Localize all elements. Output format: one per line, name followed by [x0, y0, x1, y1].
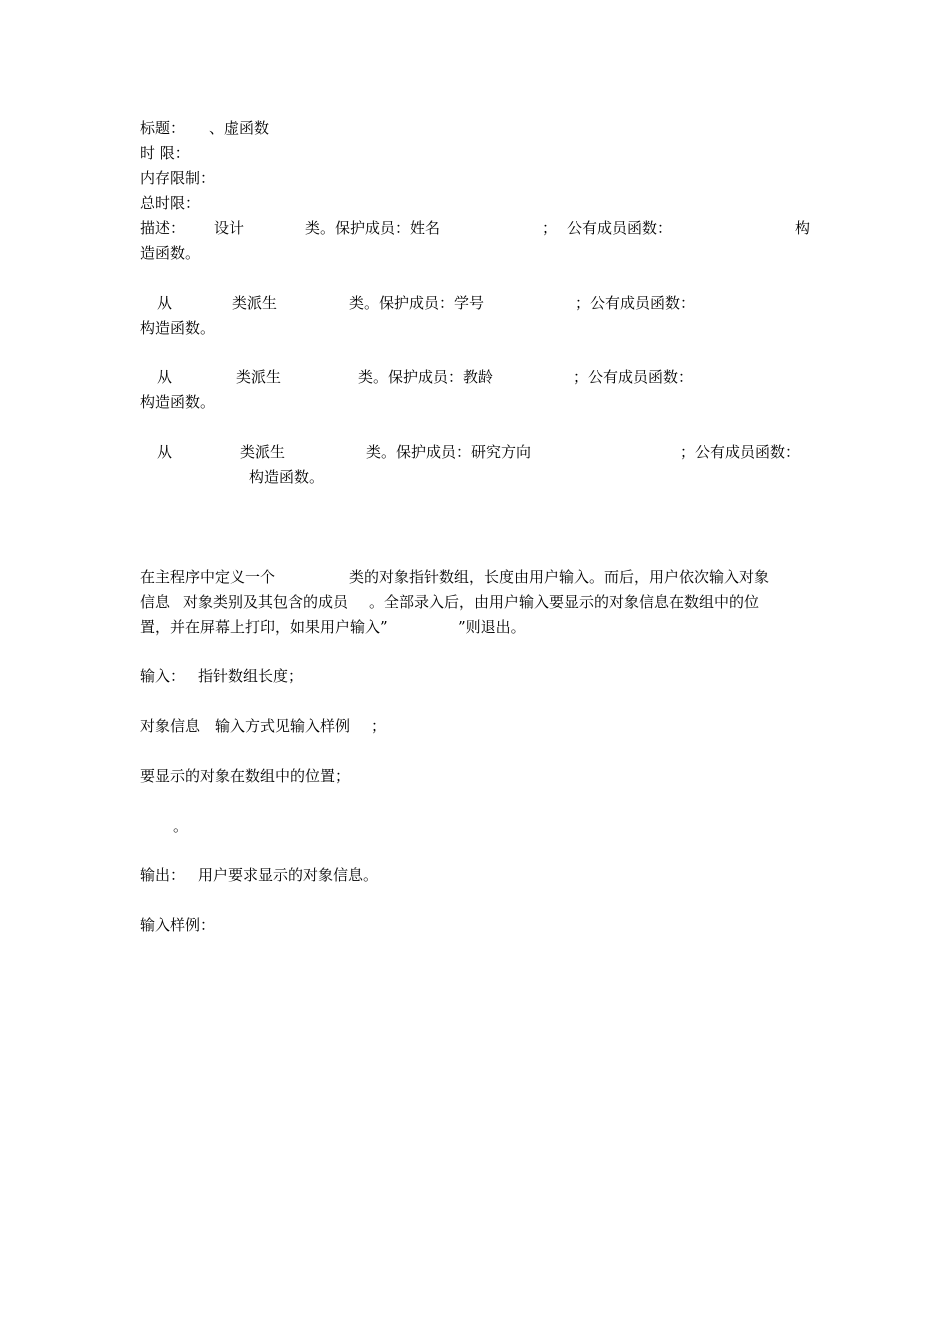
derived2-from: 从: [157, 368, 173, 386]
derived1-protected: 类。保护成员：学号: [349, 294, 485, 312]
base-gou: 构: [795, 219, 811, 237]
input-label: 输入：: [140, 667, 186, 685]
derived3-ctor: 构造函数。: [249, 468, 325, 486]
derived2-class-derived: 类派生: [236, 368, 282, 386]
time-limit-label: 时 限：: [140, 144, 190, 162]
derived1-ctor: 构造函数。: [140, 319, 216, 337]
input-item2b: 输入方式见输入样例: [215, 717, 351, 735]
memory-limit-label: 内存限制：: [140, 169, 216, 187]
main-line3a: 置，并在屏幕上打印，如果用户输入”: [140, 618, 388, 636]
input-item2c: ；: [371, 717, 387, 735]
derived1-public-funcs: ；公有成员函数：: [575, 294, 696, 312]
total-time-label: 总时限：: [140, 194, 201, 212]
input-item3: 要显示的对象在数组中的位置；: [140, 767, 351, 785]
main-line1a: 在主程序中定义一个: [140, 568, 276, 586]
derived1-class-derived: 类派生: [232, 294, 278, 312]
main-line2b: 对象类别及其包含的成员: [183, 593, 349, 611]
derived3-from: 从: [157, 443, 173, 461]
derived2-protected: 类。保护成员：教龄: [358, 368, 494, 386]
input-item1: 指针数组长度；: [198, 667, 304, 685]
description-label: 描述：: [140, 219, 186, 237]
main-line3b: ”则退出。: [458, 618, 526, 636]
title-value: 、虚函数: [209, 119, 270, 137]
output-text: 用户要求显示的对象信息。: [198, 866, 379, 884]
title-label: 标题：: [140, 119, 186, 137]
sample-label: 输入样例：: [140, 916, 216, 934]
main-line1b: 类的对象指针数组，长度由用户输入。而后，用户依次输入对象: [349, 568, 770, 586]
derived2-public-funcs: ；公有成员函数：: [573, 368, 694, 386]
main-line2a: 信息: [140, 593, 171, 611]
derived1-from: 从: [157, 294, 173, 312]
main-line2c: 。全部录入后，由用户输入要显示的对象信息在数组中的位: [369, 593, 760, 611]
base-public-funcs: 公有成员函数：: [567, 219, 673, 237]
base-ctor: 造函数。: [140, 244, 201, 262]
derived3-class-derived: 类派生: [240, 443, 286, 461]
derived3-public-funcs: ；公有成员函数：: [680, 443, 801, 461]
base-design: 设计: [214, 219, 245, 237]
output-label: 输出：: [140, 866, 186, 884]
derived3-protected: 类。保护成员：研究方向: [366, 443, 532, 461]
derived2-ctor: 构造函数。: [140, 393, 216, 411]
base-semicolon: ；: [542, 219, 558, 237]
base-protected: 类。保护成员：姓名: [305, 219, 441, 237]
input-item2a: 对象信息: [140, 717, 201, 735]
input-item4: 。: [173, 817, 189, 835]
